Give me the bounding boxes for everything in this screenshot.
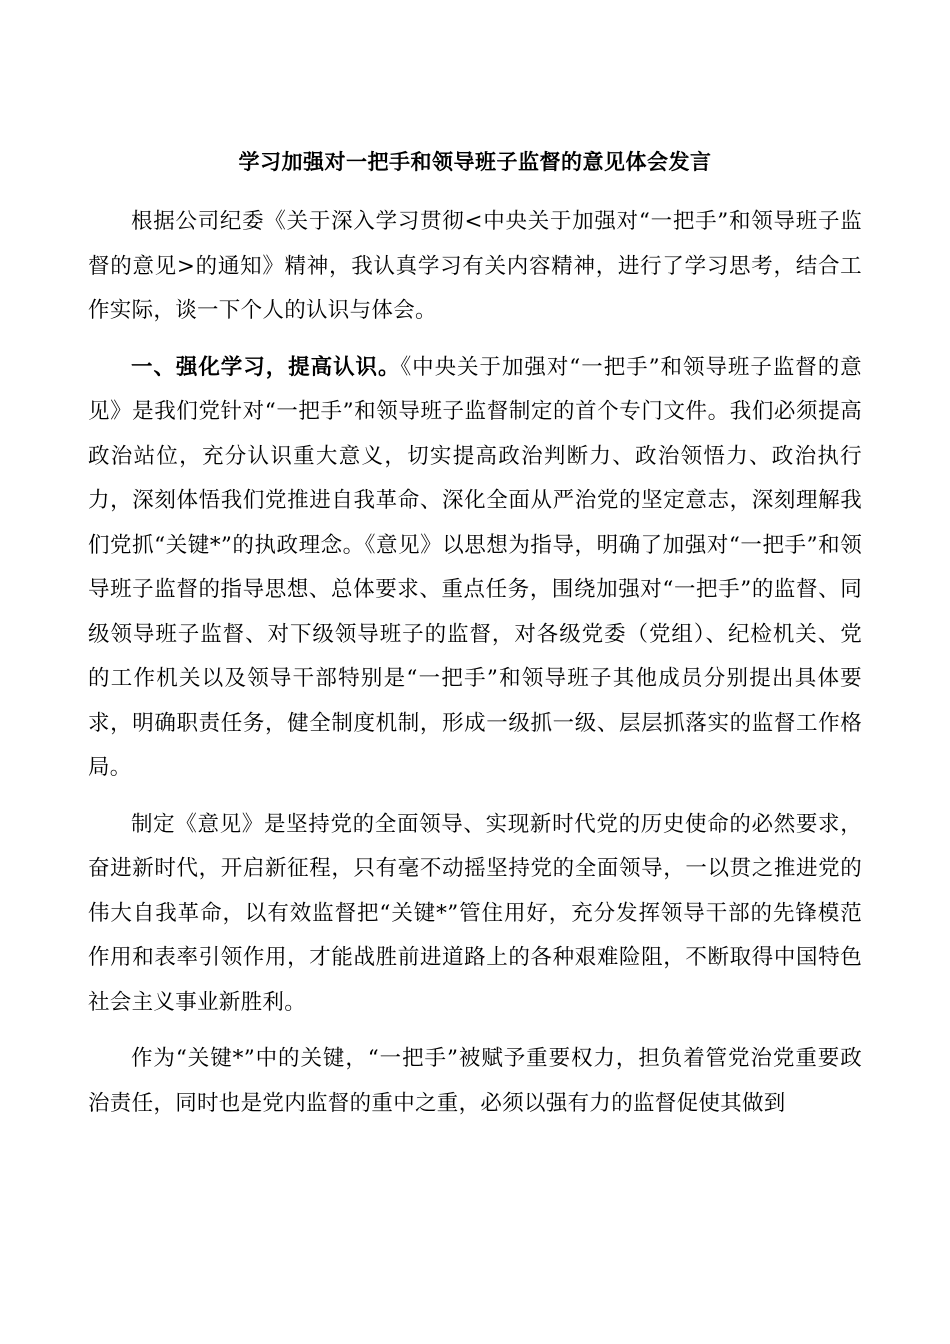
paragraph-section-one-text: 《中央关于加强对“一把手”和领导班子监督的意见》是我们党针对“一把手”和领导班子监督制定的首个专门文件。我们必须提高政治站位，充分认识重大意义，切实提高政治判断力、政治领悟力、政治执行力，深刻体悟我们党推进自我革命、深化全面从严治党的坚定意志，深刻理解我们党抓“关键*”的执政理念。《意见》以思想为指导，明确了加强对“一把手”和领导班子监督的指导思想、总体要求、重点任务，围绕加强对“一把手”的监督、同级领导班子监督、对下级领导班子的监督，对各级党委（党组）、纪检机关、党的工作机关以及领导干部特别是“一把手”和领导班子其他成员分别提出具体要求，明确职责任务，健全制度机制，形成一级抓一级、层层抓落实的监督工作格局。 bbox=[88, 354, 862, 780]
document-title: 学习加强对一把手和领导班子监督的意见体会发言 bbox=[238, 149, 712, 174]
paragraph-section-one bbox=[88, 346, 862, 791]
paragraph-significance bbox=[88, 803, 862, 1026]
section-one-heading: 一、强化学习，提高认识。 bbox=[131, 354, 401, 380]
paragraph-intro bbox=[88, 200, 862, 334]
paragraph-intro-text: 根据公司纪委《关于深入学习贯彻<中央关于加强对“一把手”和领导班子监督的意见>的通知》精神，我认真学习有关内容精神，进行了学习思考，结合工作实际，谈一下个人的认识与体会。 bbox=[88, 209, 862, 323]
paragraph-key-leader bbox=[88, 1037, 862, 1126]
document-body bbox=[88, 140, 862, 1138]
paragraph-significance-text: 制定《意见》是坚持党的全面领导、实现新时代党的历史使命的必然要求，奋进新时代，开启新征程，只有毫不动摇坚持党的全面领导，一以贯之推进党的伟大自我革命，以有效监督把“关键*”管住用好，充分发挥领导干部的先锋模范作用和表率引领作用，才能战胜前进道路上的各种艰难险阻，不断取得中国特色社会主义事业新胜利。 bbox=[88, 811, 862, 1015]
paragraph-key-leader-text: 作为“关键*”中的关键，“一把手”被赋予重要权力，担负着管党治党重要政治责任，同时也是党内监督的重中之重，必须以强有力的监督促使其做到 bbox=[88, 1046, 862, 1116]
